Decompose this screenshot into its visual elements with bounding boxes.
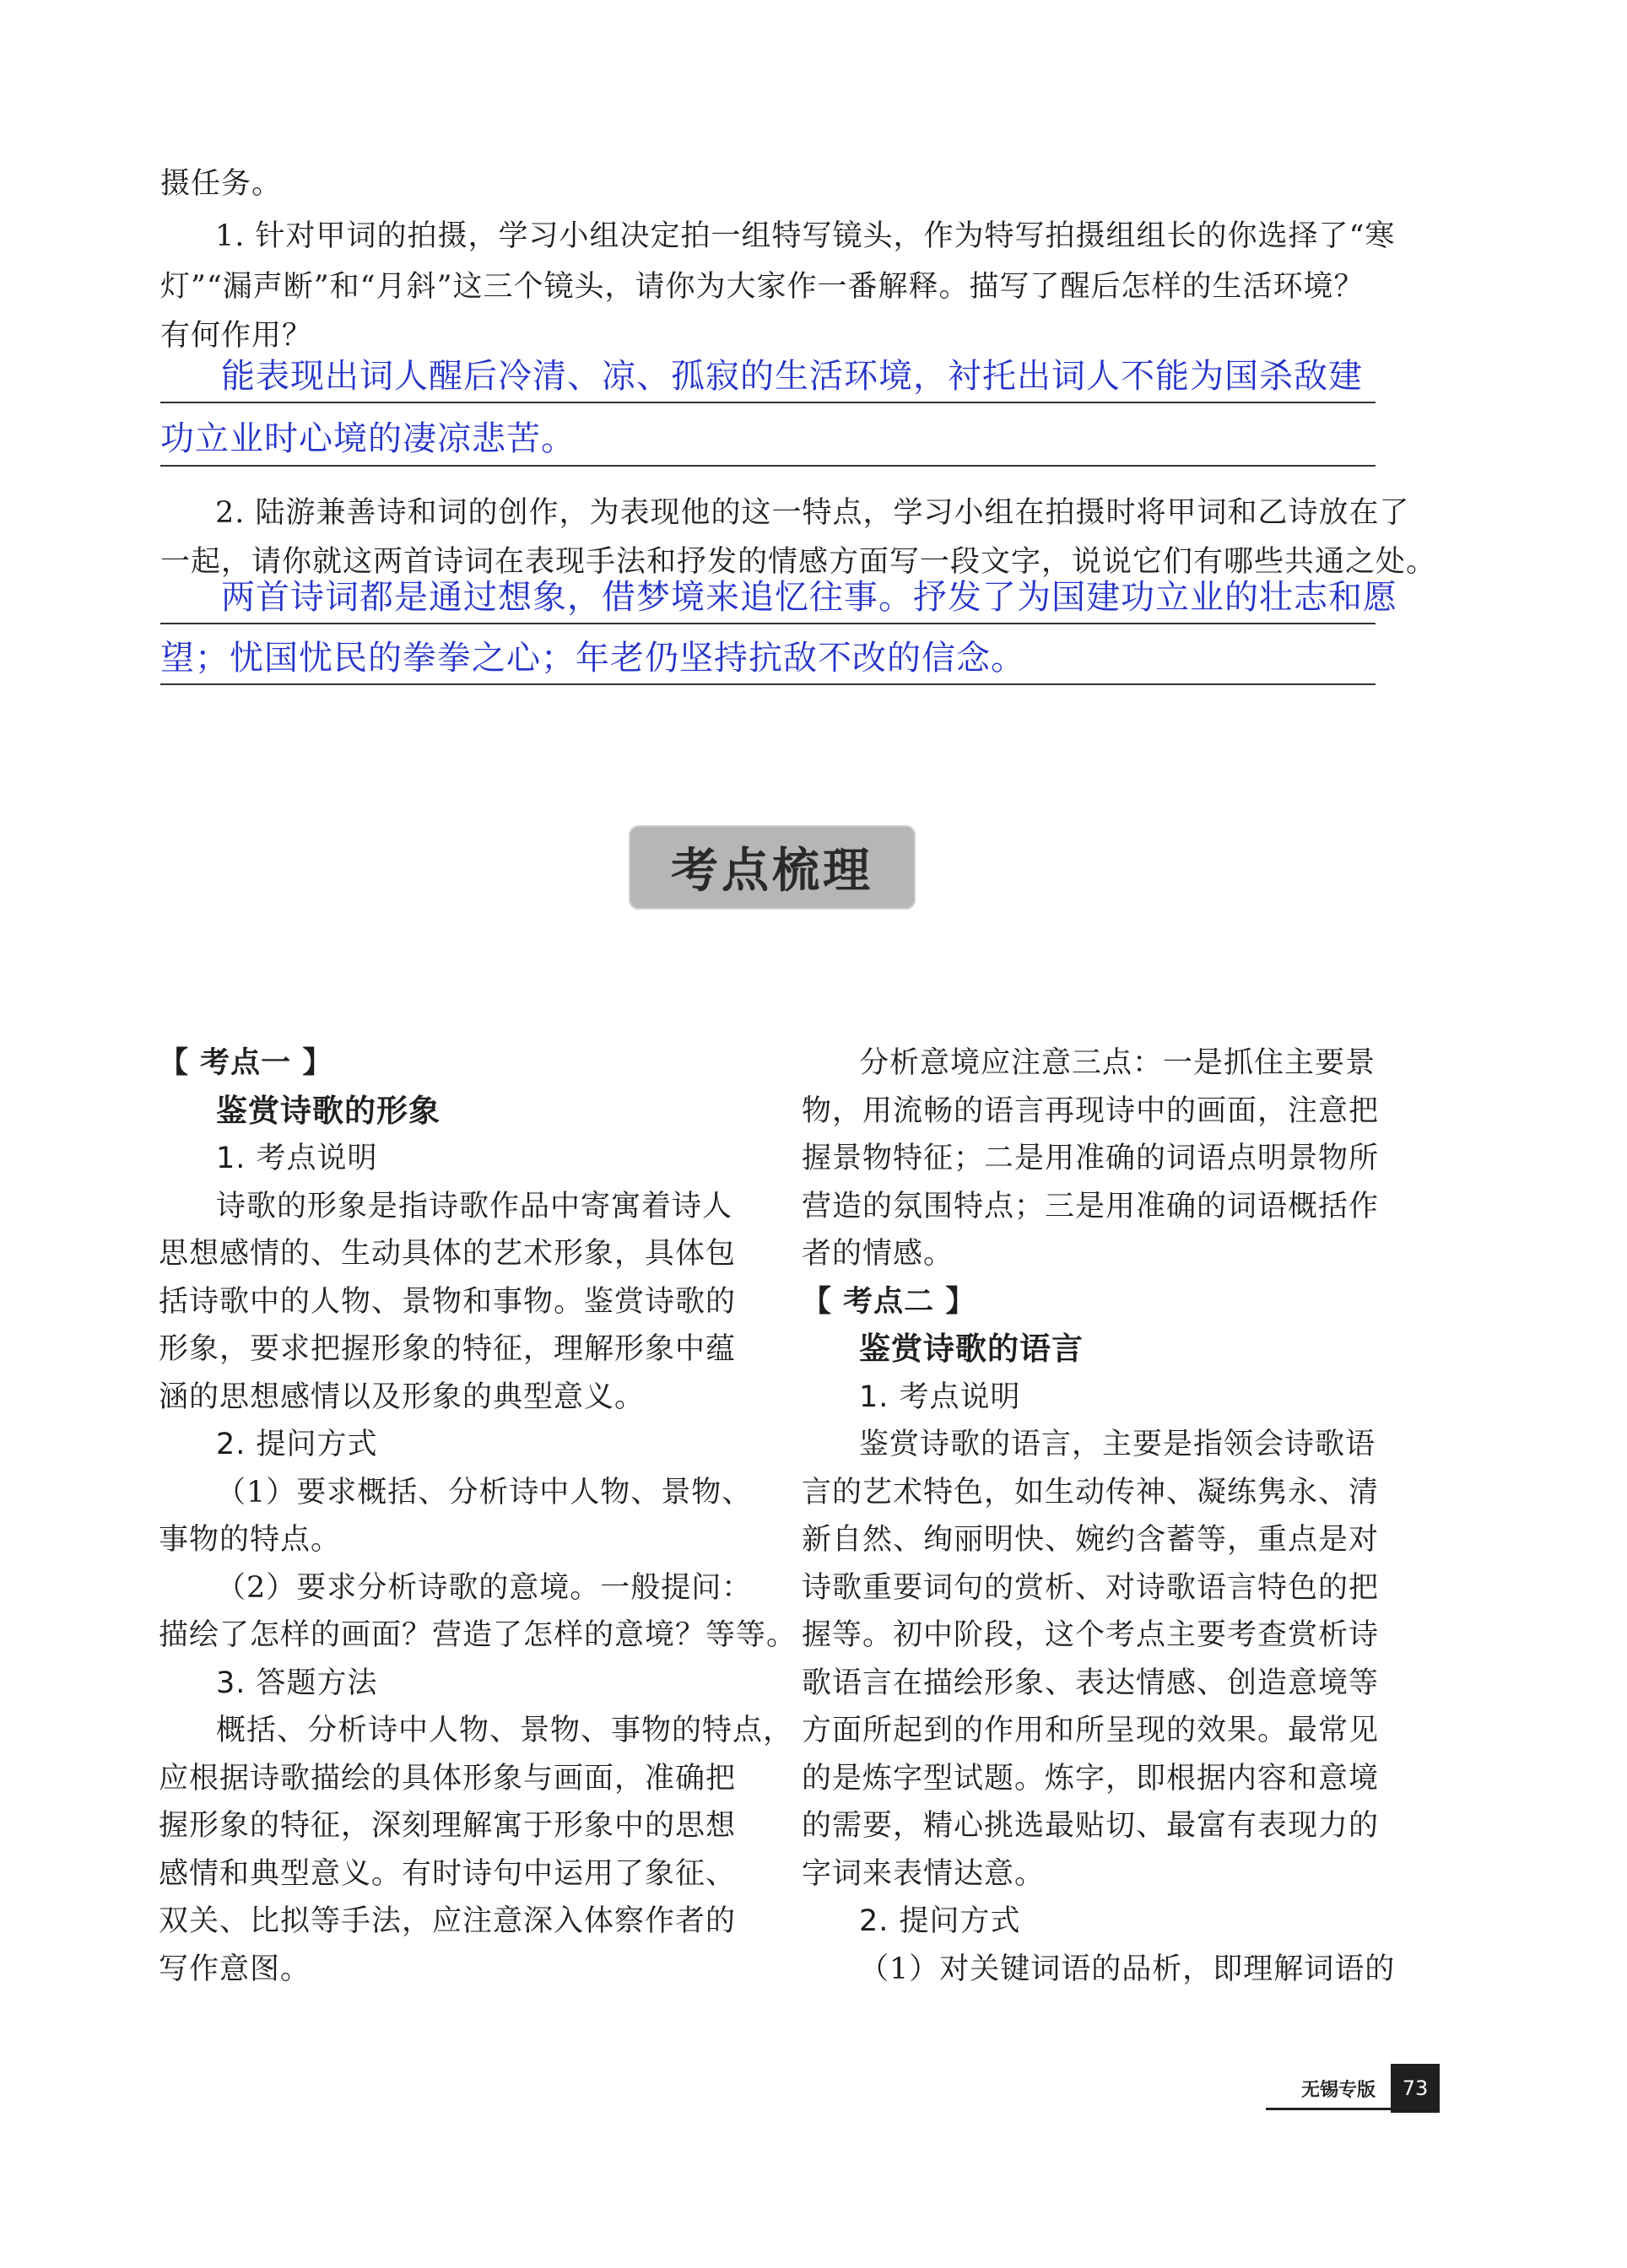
left-column-line: 3. 答题方法: [216, 1666, 378, 1700]
left-column-line: 双关、比拟等手法，应注意深入体察作者的: [159, 1904, 737, 1938]
right-column-line: 方面所起到的作用和所呈现的效果。最常见: [802, 1714, 1380, 1747]
left-column-line: 握形象的特征，深刻理解寓于形象中的思想: [159, 1809, 737, 1843]
right-column: [802, 1042, 1396, 1995]
right-column-line: 2. 提问方式: [859, 1904, 1021, 1938]
top-question-line-2: 1. 针对甲词的拍摄，学习小组决定拍一组特写镜头，作为特写拍摄组组长的你选择了“寒: [215, 219, 1396, 253]
right-column-line: 字词来表情达意。: [802, 1856, 1046, 1891]
left-column-line: 诗歌的形象是指诗歌作品中寄寓着诗人: [216, 1189, 733, 1223]
right-column-line: 鉴赏诗歌的语言: [859, 1331, 1084, 1367]
right-column-line: 握景物特征；二是用准确的词语点明景物所: [802, 1142, 1380, 1175]
left-column-line: 感情和典型意义。有时诗句中运用了象征、: [159, 1856, 737, 1891]
top-question-line-3: 灯”“漏声断”和“月斜”这三个镜头，请你为大家作一番解释。描写了醒后怎样的生活环境？: [160, 270, 1365, 304]
right-column-line: （1）对关键词语的品析，即理解词语的: [859, 1952, 1396, 1986]
left-column-line: 【 考点一 】: [159, 1046, 333, 1080]
answer-rule: [160, 402, 1376, 403]
left-column-line: 概括、分析诗中人物、景物、事物的特点，: [216, 1714, 794, 1747]
answer-rule: [160, 683, 1376, 685]
left-column-line: （2）要求分析诗歌的意境。一般提问：: [216, 1570, 753, 1605]
left-column-line: 形象，要求把握形象的特征，理解形象中蕴: [159, 1332, 737, 1366]
answer-1-line-2: 功立业时心境的凄凉悲苦。: [160, 419, 576, 458]
right-column-line: 新自然、绚丽明快、婉约含蓄等，重点是对: [802, 1523, 1380, 1557]
right-column-line: 1. 考点说明: [859, 1380, 1021, 1414]
left-column-line: 涵的思想感情以及形象的典型意义。: [159, 1380, 646, 1414]
footer-edition-label: 无锡专版: [1300, 2080, 1376, 2101]
answer-rule: [160, 465, 1376, 467]
left-column-line: 1. 考点说明: [216, 1142, 378, 1175]
left-column-line: 鉴赏诗歌的形象: [216, 1092, 441, 1129]
right-column-line: 鉴赏诗歌的语言，主要是指领会诗歌语: [859, 1428, 1376, 1461]
right-column-line: 者的情感。: [802, 1237, 954, 1271]
left-column-line: 描绘了怎样的画面？营造了怎样的意境？等等。: [159, 1618, 797, 1652]
section-banner: 考点梳理: [629, 825, 916, 910]
top-question-line-1: 摄任务。: [160, 167, 283, 201]
right-column-line: 歌语言在描绘形象、表达情感、创造意境等: [802, 1666, 1380, 1700]
answer-1-line-1: 能表现出词人醒后冷清、凉、孤寂的生活环境，衬托出词人不能为国杀敌建: [221, 357, 1363, 396]
right-column-line: 诗歌重要词句的赏析、对诗歌语言特色的把: [802, 1570, 1380, 1605]
answer-rule: [160, 623, 1376, 624]
right-column-line: 营造的氛围特点；三是用准确的词语概括作: [802, 1189, 1380, 1223]
question-2-line-2: 一起，请你就这两首诗词在表现手法和抒发的情感方面写一段文字，说说它们有哪些共通之处。: [160, 545, 1437, 579]
left-column-line: 写作意图。: [159, 1952, 311, 1986]
right-column-line: 分析意境应注意三点：一是抓住主要景: [859, 1046, 1376, 1080]
right-column-line: 的需要，精心挑选最贴切、最富有表现力的: [802, 1809, 1380, 1843]
right-column-line: 握等。初中阶段，这个考点主要考查赏析诗: [802, 1618, 1380, 1652]
right-column-line: 言的艺术特色，如生动传神、凝练隽永、清: [802, 1475, 1380, 1509]
left-column-line: 2. 提问方式: [216, 1428, 378, 1461]
left-column-line: 思想感情的、生动具体的艺术形象，具体包: [159, 1237, 737, 1271]
question-2-line-1: 2. 陆游兼善诗和词的创作，为表现他的这一特点，学习小组在拍摄时将甲词和乙诗放在了: [215, 496, 1410, 530]
page-number: 73: [1391, 2064, 1440, 2113]
answer-2-line-2: 望；忧国忧民的拳拳之心；年老仍坚持抗敌不改的信念。: [160, 639, 1025, 678]
right-column-line: 物，用流畅的语言再现诗中的画面，注意把: [802, 1094, 1380, 1128]
left-column: [159, 1042, 797, 1995]
right-column-line: 的是炼字型试题。炼字，即根据内容和意境: [802, 1761, 1380, 1796]
left-column-line: 应根据诗歌描绘的具体形象与画面，准确把: [159, 1761, 737, 1796]
left-column-line: （1）要求概括、分析诗中人物、景物、: [216, 1475, 753, 1509]
top-question-line-4: 有何作用？: [160, 319, 313, 353]
right-column-line: 【 考点二 】: [802, 1284, 976, 1319]
left-column-line: 括诗歌中的人物、景物和事物。鉴赏诗歌的: [159, 1284, 737, 1319]
footer-rule: [1266, 2108, 1391, 2110]
left-column-line: 事物的特点。: [159, 1523, 342, 1557]
answer-2-line-1: 两首诗词都是通过想象，借梦境来追忆往事。抒发了为国建功立业的壮志和愿: [221, 578, 1397, 617]
